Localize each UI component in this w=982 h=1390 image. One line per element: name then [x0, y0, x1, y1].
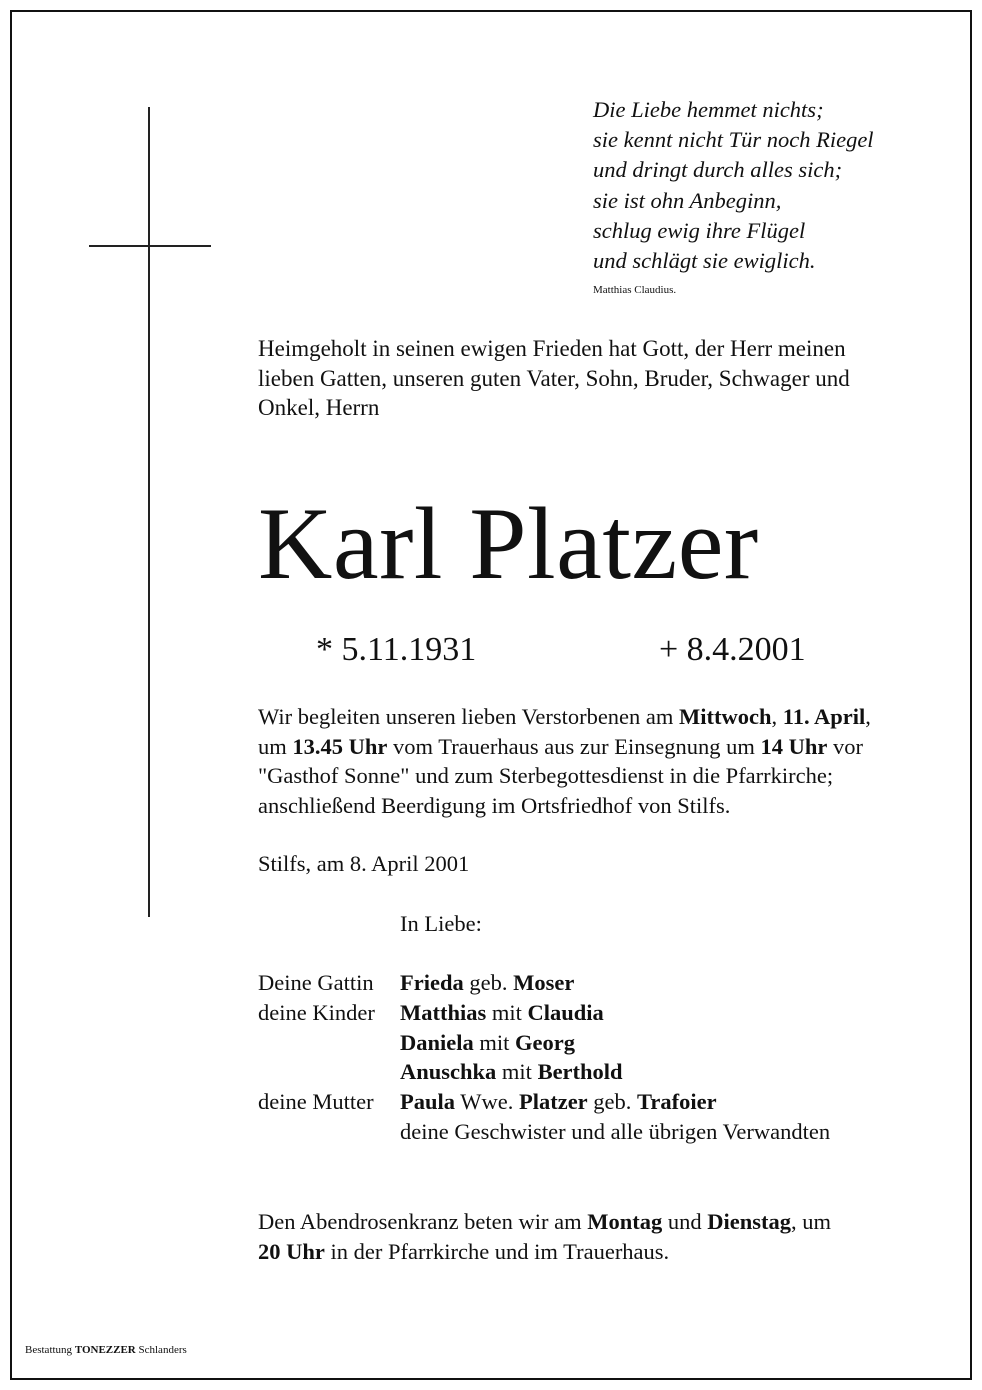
family-text: mit [491, 999, 522, 1025]
intro-line: lieben Gatten, unseren guten Vater, Sohn, Bruder, Schwager und [258, 365, 850, 391]
birth-date: * 5.11.1931 [316, 631, 477, 668]
rosary-line [258, 1237, 898, 1267]
family-name: Anuschka [400, 1059, 497, 1085]
funeral-text: vom Trauerhaus aus zur Einsegnung um [393, 733, 755, 759]
funeral-text: , [865, 704, 871, 729]
poem-line: und schlägt sie ewiglich. [593, 248, 816, 274]
family-name: Frieda [400, 970, 464, 995]
family-names [400, 1087, 717, 1117]
poem-line: sie ist ohn Anbeginn, [593, 187, 782, 213]
funeral-line: anschließend Beerdigung im Ortsfriedhof von Stilfs. [258, 792, 731, 818]
in-liebe: In Liebe: [400, 911, 482, 936]
rosary-day: Dienstag [707, 1209, 792, 1234]
poem-author: Matthias Claudius. [593, 284, 677, 297]
family-text: mit [501, 1059, 532, 1085]
rosary-day: Montag [587, 1209, 663, 1234]
rosary-time: 20 Uhr [258, 1238, 325, 1264]
family-row [258, 1117, 830, 1147]
family-text: geb. [593, 1089, 632, 1115]
family-text: Wwe. [460, 1089, 514, 1115]
family-names [400, 968, 574, 998]
rosary-text: und [667, 1209, 702, 1234]
cross-icon-horizontal [89, 245, 211, 247]
family-name: Berthold [537, 1059, 623, 1085]
funeral-day: Mittwoch [679, 704, 772, 729]
intro-line: Heimgeholt in seinen ewigen Frieden hat Gott, der Herr meinen [258, 336, 846, 361]
family-names [400, 1028, 575, 1058]
family-name: Paula [400, 1089, 456, 1115]
family-name: Moser [513, 970, 575, 995]
rosary-notice [258, 1207, 898, 1266]
poem-line: Die Liebe hemmet nichts; [593, 97, 824, 122]
funeral-time: 13.45 Uhr [292, 733, 388, 759]
funeral-text: vor [832, 733, 863, 759]
relation-label: Deine Gattin [258, 970, 374, 995]
poem-line: und dringt durch alles sich; [593, 157, 843, 183]
poem [593, 95, 953, 297]
relation-label [258, 1057, 400, 1087]
family-others: deine Geschwister und alle übrigen Verwandten [400, 1118, 831, 1144]
funeral-date: 11. April [782, 704, 866, 729]
family-row [258, 998, 830, 1028]
relation-label [258, 1117, 400, 1147]
place-date: Stilfs, am 8. April 2001 [258, 851, 470, 876]
family-name: Daniela [400, 1029, 474, 1055]
cross-icon-vertical [148, 107, 150, 917]
poem-line: sie kennt nicht Tür noch Riegel [593, 127, 874, 153]
funeral-line: "Gasthof Sonne" und zum Sterbegottesdienst in die Pfarrkirche; [258, 763, 834, 788]
family-name: Georg [515, 1029, 576, 1055]
footer-company: TONEZZER [74, 1344, 136, 1356]
funeral-text: um [258, 733, 287, 759]
family-name: Platzer [518, 1089, 588, 1115]
family-name: Claudia [527, 999, 604, 1025]
family-name: Trafoier [637, 1089, 717, 1115]
funeral-text: Wir begleiten unseren lieben Verstorbenen am [258, 704, 674, 729]
family-row [258, 1028, 830, 1058]
death-date: + 8.4.2001 [659, 631, 806, 668]
family-names [400, 998, 604, 1028]
rosary-text: , um [791, 1209, 832, 1234]
funeral-home-credit [25, 1343, 187, 1357]
rosary-text: Den Abendrosenkranz beten wir am [258, 1209, 582, 1234]
rosary-text: in der Pfarrkirche und im Trauerhaus. [330, 1238, 670, 1264]
intro-text [258, 334, 898, 423]
funeral-line [258, 702, 898, 732]
family-row [258, 1087, 830, 1117]
family-names [400, 1057, 623, 1087]
relation-label: deine Kinder [258, 999, 375, 1025]
deceased-name: Karl Platzer [258, 487, 759, 601]
family-name: Matthias [400, 999, 487, 1025]
relation-label [258, 1028, 400, 1058]
family-list [258, 968, 830, 1147]
family-text: mit [479, 1029, 510, 1055]
funeral-details [258, 702, 898, 820]
intro-line: Onkel, Herrn [258, 395, 380, 420]
family-row [258, 1057, 830, 1087]
family-row [258, 968, 830, 998]
relation-label: deine Mutter [258, 1089, 374, 1115]
rosary-line [258, 1207, 898, 1237]
footer-text: Bestattung [25, 1344, 73, 1356]
funeral-line [258, 732, 898, 762]
funeral-text: , [771, 704, 778, 729]
poem-line: schlug ewig ihre Flügel [593, 217, 806, 243]
family-text: geb. [469, 970, 508, 995]
footer-text: Schlanders [138, 1344, 187, 1356]
blessing-time: 14 Uhr [760, 733, 828, 759]
